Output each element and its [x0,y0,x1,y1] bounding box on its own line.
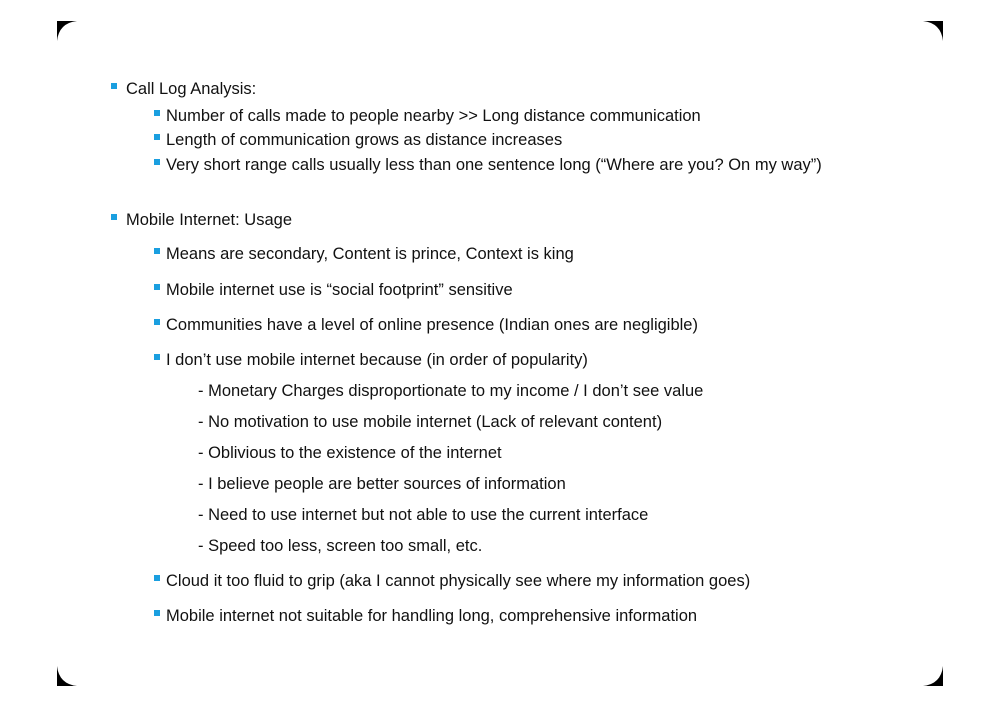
list-item: Cloud it too fluid to grip (aka I cannot physically see where my information goes) [154,571,750,591]
corner-mark-top-left [57,21,77,41]
list-item: Length of communication grows as distance increases [154,130,562,150]
reason-item: - I believe people are better sources of information [198,475,566,493]
square-bullet-icon [154,284,160,290]
list-item: Mobile internet use is “social footprint” sensitive [154,280,513,300]
square-bullet-icon [154,354,160,360]
list-item: I don’t use mobile internet because (in order of popularity) [154,350,588,370]
section-heading-mobile-internet: Mobile Internet: Usage [111,210,292,230]
square-bullet-icon [154,319,160,325]
square-bullet-icon [154,248,160,254]
square-bullet-icon [111,214,117,220]
square-bullet-icon [154,575,160,581]
list-item: Communities have a level of online presence (Indian ones are negligible) [154,315,698,335]
section-heading-call-log: Call Log Analysis: [111,79,256,99]
list-item: Number of calls made to people nearby >> Long distance communication [154,106,701,126]
list-item: Mobile internet not suitable for handling long, comprehensive information [154,606,697,626]
list-item: Very short range calls usually less than one sentence long (“Where are you? On my way”) [154,155,822,175]
list-item: Means are secondary, Content is prince, Context is king [154,244,574,264]
reason-item: - Oblivious to the existence of the internet [198,444,502,462]
square-bullet-icon [154,610,160,616]
square-bullet-icon [154,134,160,140]
reason-item: - Speed too less, screen too small, etc. [198,537,483,555]
reason-item: - No motivation to use mobile internet (Lack of relevant content) [198,413,663,431]
square-bullet-icon [154,110,160,116]
reason-item: - Monetary Charges disproportionate to my income / I don’t see value [198,382,704,400]
reason-item: - Need to use internet but not able to use the current interface [198,506,649,524]
corner-mark-bottom-left [57,666,77,686]
square-bullet-icon [154,159,160,165]
square-bullet-icon [111,83,117,89]
corner-mark-top-right [923,21,943,41]
corner-mark-bottom-right [923,666,943,686]
